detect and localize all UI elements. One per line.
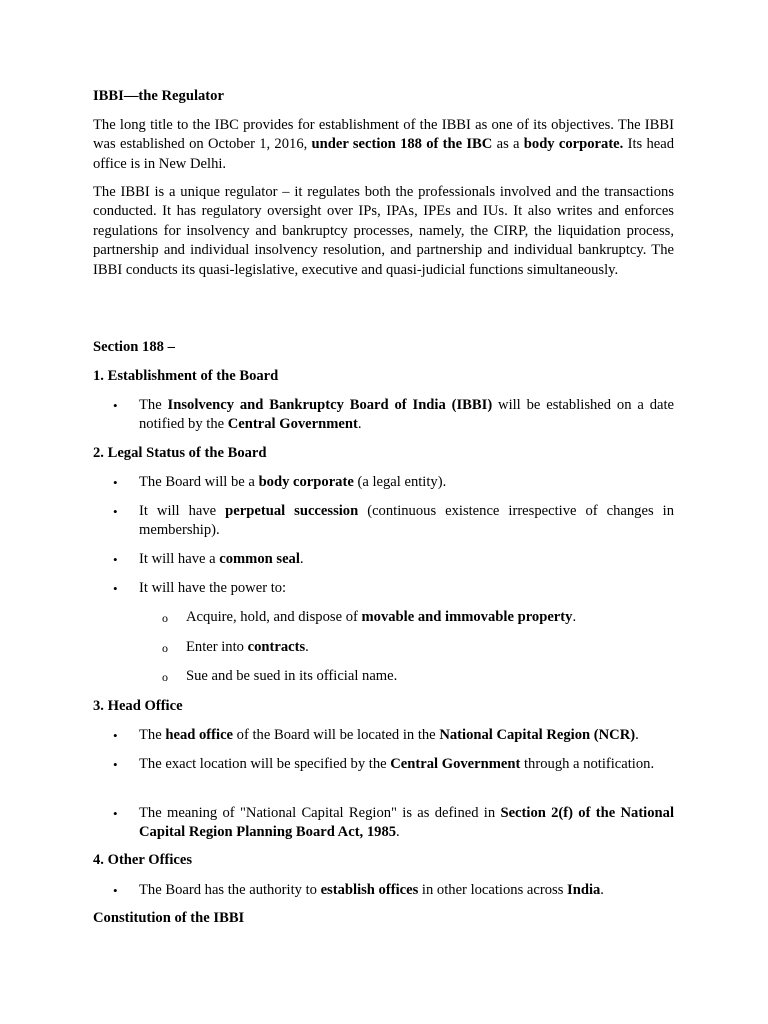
text-run: The meaning of "National Capital Region" is as defined in: [139, 805, 501, 821]
text-run: The Board will be a: [139, 474, 259, 490]
subsection-heading: 4. Other Offices: [93, 852, 193, 868]
list-item: [139, 550, 674, 569]
text-run: .: [572, 609, 577, 625]
intro-paragraph: [93, 116, 674, 174]
text-run: Enter into: [186, 639, 248, 655]
bold-run: Section 2(f) of the National Capital Region Planning Board Act, 1985: [139, 805, 675, 841]
text-run: .: [600, 882, 604, 898]
text-run: The exact location will be specified by the: [139, 756, 391, 772]
bullet-icon: •: [113, 475, 118, 490]
list-item: [139, 473, 674, 492]
page-title: IBBI—the Regulator: [93, 88, 224, 104]
text-run: It will have: [139, 503, 226, 519]
bullet-icon: •: [113, 581, 118, 596]
list-item: [139, 881, 674, 900]
text-run: .: [635, 727, 639, 743]
bullet-icon: •: [113, 728, 118, 743]
bold-run: Central Government: [227, 416, 358, 433]
bold-run: contracts: [247, 639, 306, 655]
bold-run: common seal: [219, 551, 300, 567]
bold-run: India: [567, 882, 601, 898]
bold-run: body corporate: [258, 474, 354, 490]
bold-run: perpetual succession: [225, 503, 359, 519]
text-run: It will have a: [139, 551, 220, 567]
text-run: in other locations across: [418, 882, 568, 898]
text-run: .: [396, 824, 400, 841]
sub-bullet-icon: o: [162, 611, 168, 625]
bold-run: establish offices: [320, 882, 419, 898]
bullet-icon: •: [113, 398, 118, 413]
section-188-heading: Section 188 –: [93, 339, 175, 355]
list-item: [139, 755, 674, 774]
list-item: [139, 804, 674, 843]
list-item: [139, 502, 674, 541]
list-item: [139, 726, 674, 745]
regulator-paragraph: The IBBI is a unique regulator – it regulates both the professionals involved and the transactions conducted. It has regulatory oversight over IPs, IPAs, IPEs and IUs. It also writes and enforces regulations for insolvency and bankruptcy processes, namely, the CIRP, the liquidation process, partnership and individual insolvency resolution, and partnership and individual bankruptcy. The IBBI conducts its quasi-legislative, executive and quasi-judicial functions simultaneously.: [93, 184, 674, 278]
bold-run: head office: [165, 727, 234, 743]
text-run: as a: [492, 136, 524, 153]
text-run: will be established on a date notified by the: [139, 397, 674, 433]
text-run: Acquire, hold, and dispose of: [186, 609, 362, 625]
bullet-icon: •: [113, 504, 118, 519]
text-run: .: [305, 639, 309, 655]
sub-bullet-icon: o: [162, 641, 168, 655]
text-run: through a notification.: [520, 756, 655, 772]
bullet-icon: •: [113, 757, 118, 772]
text-run: The: [139, 397, 168, 413]
sub-bullet-icon: o: [162, 670, 168, 684]
subsection-heading: 1. Establishment of the Board: [93, 368, 279, 384]
sub-list-item: [186, 608, 674, 627]
bold-run: under section 188 of the IBC: [311, 136, 493, 153]
text-run: The Board has the authority to: [139, 882, 321, 898]
bold-run: movable and immovable property: [361, 609, 573, 625]
bullet-icon: •: [113, 806, 118, 821]
text-run: The long title to the IBC provides for establishment of the IBBI as one of its objectives. The IBBI was established on October 1, 2016,: [93, 117, 674, 153]
bold-run: body corporate.: [523, 136, 624, 153]
bold-run: Central Government: [390, 756, 521, 772]
list-item: [139, 396, 674, 435]
subsection-heading: 2. Legal Status of the Board: [93, 445, 267, 461]
text-run: .: [357, 416, 362, 433]
text-run: The: [139, 727, 166, 743]
text-run: of the Board will be located in the: [233, 727, 440, 743]
bullet-icon: •: [113, 552, 118, 567]
bold-run: National Capital Region (NCR): [439, 727, 636, 743]
constitution-heading: Constitution of the IBBI: [93, 910, 245, 926]
text-run: (a legal entity).: [353, 474, 447, 490]
bold-run: Insolvency and Bankruptcy Board of India (IBBI): [167, 397, 493, 413]
sub-list-item: [186, 638, 674, 657]
text-run: Its head office is in New Delhi.: [93, 136, 674, 172]
list-item: It will have the power to:: [139, 580, 287, 596]
text-run: .: [299, 551, 304, 567]
bullet-icon: •: [113, 883, 118, 898]
sub-list-item: Sue and be sued in its official name.: [186, 668, 398, 684]
subsection-heading: 3. Head Office: [93, 698, 183, 714]
text-run: (continuous existence irrespective of changes in membership).: [139, 503, 674, 539]
